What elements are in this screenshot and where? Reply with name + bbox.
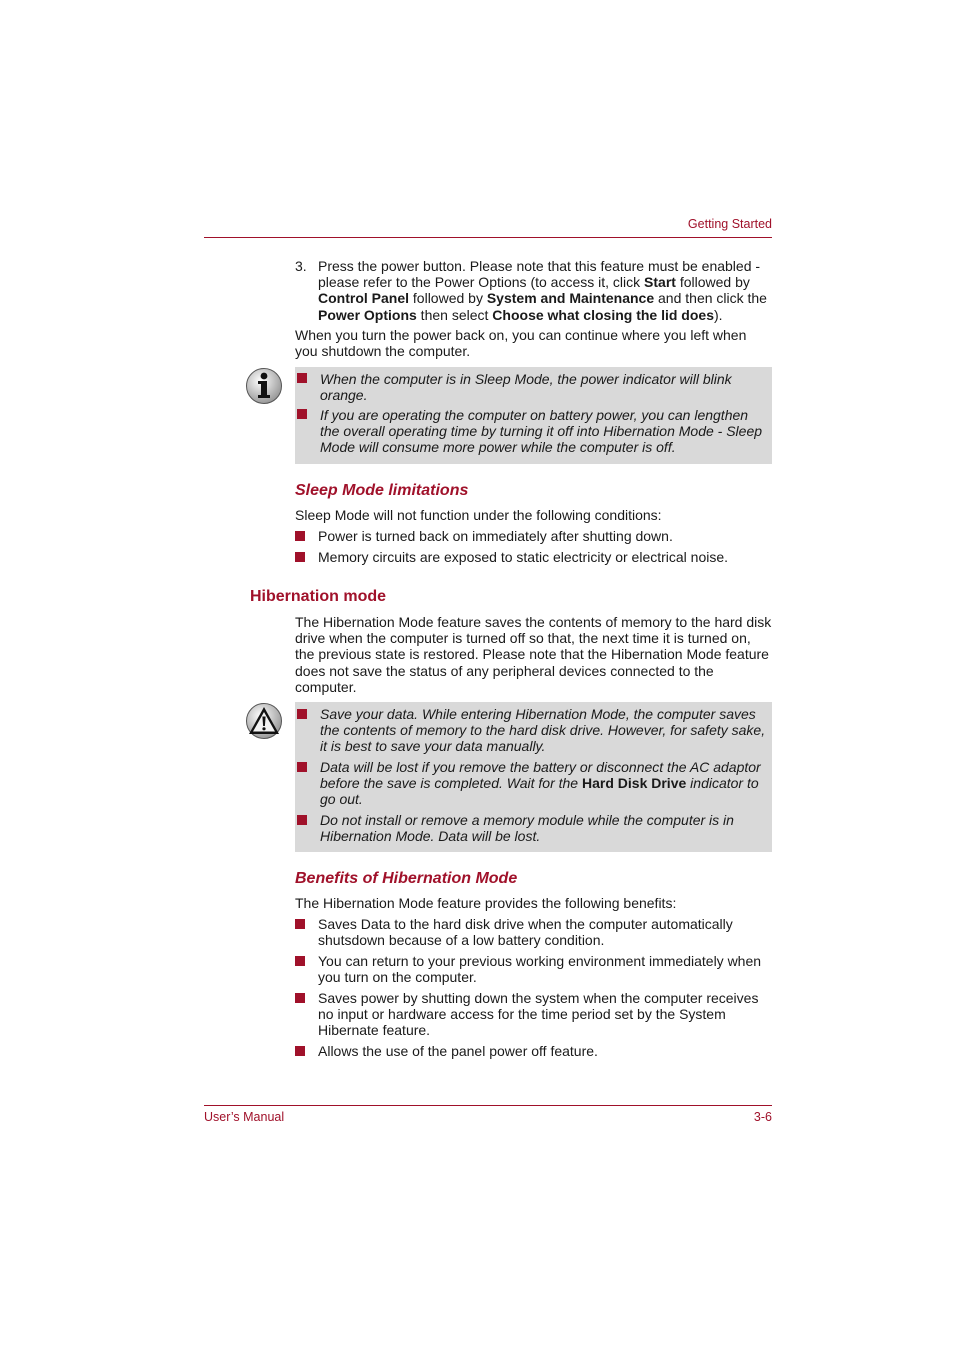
list-item: You can return to your previous working environment immediately when you turn on the computer. xyxy=(318,953,762,986)
info-icon xyxy=(245,367,283,405)
system-maintenance-term: System and Maintenance xyxy=(486,290,655,307)
bullet-icon xyxy=(295,531,305,541)
footer-title: User’s Manual xyxy=(204,1110,285,1124)
bullet-icon xyxy=(295,956,305,966)
warning-note-item: Save your data. While entering Hibernation Mode, the computer saves the contents of memory to the hard disk drive. However, for safety sake, it is best to save your data manually. xyxy=(320,706,766,755)
resume-paragraph: When you turn the power back on, you can continue where you left when you shutdown the computer. xyxy=(295,327,747,360)
step-number: 3. xyxy=(295,258,307,274)
bullet-icon xyxy=(297,373,307,383)
list-item: Power is turned back on immediately after shutting down. xyxy=(318,528,673,544)
list-item: Allows the use of the panel power off feature. xyxy=(318,1043,598,1059)
warning-icon xyxy=(245,702,283,740)
sleep-limitations-intro: Sleep Mode will not function under the following conditions: xyxy=(295,507,662,523)
hibernation-body: The Hibernation Mode feature saves the contents of memory to the hard disk drive when the computer is turned off so that, the next time it is turned on, the previous state is restored. Please note that the Hibernation Mode feature does not save the status of any peripheral devices connected to the computer. xyxy=(295,614,772,695)
bullet-icon xyxy=(295,993,305,1003)
benefits-intro: The Hibernation Mode feature provides the following benefits: xyxy=(295,895,677,911)
sleep-limitations-heading: Sleep Mode limitations xyxy=(295,482,469,499)
warning-note-item: Do not install or remove a memory module while the computer is in Hibernation Mode. Data will be lost. xyxy=(320,812,734,845)
bullet-icon xyxy=(295,919,305,929)
bullet-icon xyxy=(297,762,307,772)
benefits-heading: Benefits of Hibernation Mode xyxy=(295,870,518,887)
header-rule xyxy=(204,237,772,238)
step-3-text: Press the power button. Please note that this feature must be enabled - please refer to the Power Options (to access it, click Start followed by Control Panel followed by System and Maintenance and then click the Power Options then select Choose what closing the lid does). xyxy=(318,258,767,323)
control-panel-term: Control Panel xyxy=(318,290,410,307)
info-note-item: When the computer is in Sleep Mode, the power indicator will blink orange. xyxy=(320,371,732,404)
info-note-item: If you are operating the computer on battery power, you can lengthen the overall operating time by turning it off into Hibernation Mode - Sleep Mode will consume more power while the computer is off. xyxy=(320,407,763,456)
page-number: 3-6 xyxy=(753,1110,772,1124)
list-item: Saves Data to the hard disk drive when the computer automatically shutsdown because of a low battery condition. xyxy=(318,916,733,949)
warning-note xyxy=(295,702,772,852)
bullet-icon xyxy=(297,815,307,825)
footer-rule xyxy=(204,1105,772,1106)
start-term: Start xyxy=(644,274,676,291)
hard-disk-drive-term: Hard Disk Drive xyxy=(582,775,687,792)
power-options-term: Power Options xyxy=(318,306,417,323)
list-item: Memory circuits are exposed to static electricity or electrical noise. xyxy=(318,549,729,565)
bullet-icon xyxy=(297,409,307,419)
bullet-icon xyxy=(297,709,307,719)
list-item: Saves power by shutting down the system when the computer receives no input or hardware access for the time period set by the System Hibernate feature. xyxy=(318,990,759,1039)
hibernation-heading: Hibernation mode xyxy=(250,588,387,605)
bullet-icon xyxy=(295,1046,305,1056)
bullet-icon xyxy=(295,552,305,562)
closing-lid-term: Choose what closing the lid does xyxy=(492,306,714,323)
warning-note-item: Data will be lost if you remove the battery or disconnect the AC adaptor before the save is completed. Wait for the Hard Disk Drive indicator to go out. xyxy=(320,759,761,808)
running-header: Getting Started xyxy=(687,217,772,231)
info-note xyxy=(295,367,772,464)
